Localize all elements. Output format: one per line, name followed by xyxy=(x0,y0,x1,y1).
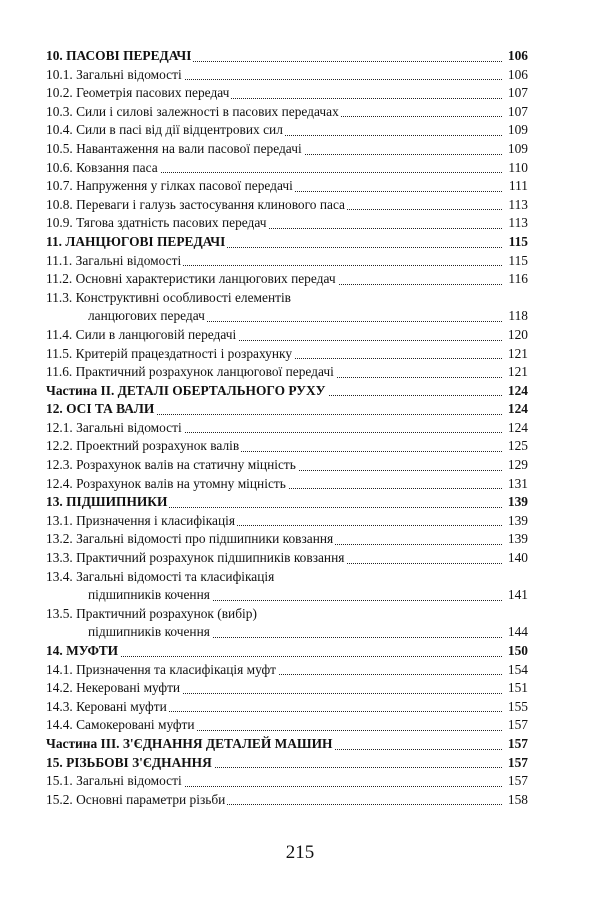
toc-entry-title: 13.5. Практичний розрахунок (вибір) xyxy=(46,605,259,624)
toc-page-number: 150 xyxy=(507,642,528,661)
toc-entry-row xyxy=(46,289,528,308)
toc-entry-title: 14. МУФТИ xyxy=(46,642,120,661)
toc-entry-title: 15.1. Загальні відомості xyxy=(46,772,184,791)
toc-page-number: 129 xyxy=(507,456,528,475)
toc-entry-title: 10.5. Навантаження на вали пасової передачі xyxy=(46,140,304,159)
toc-page-number: 151 xyxy=(507,679,528,698)
toc-entry-title: Частина ІІІ. З'ЄДНАННЯ ДЕТАЛЕЙ МАШИН xyxy=(46,735,334,754)
toc-entry-title: 14.4. Самокеровані муфти xyxy=(46,716,197,735)
toc-entry-row xyxy=(46,698,528,717)
toc-heading-row xyxy=(46,493,528,512)
toc-entry-row xyxy=(46,586,528,605)
toc-entry-row xyxy=(46,475,528,494)
toc-entry-row xyxy=(46,419,528,438)
toc-page-number: 158 xyxy=(507,791,528,810)
toc-entry-row xyxy=(46,103,528,122)
toc-entry-row xyxy=(46,661,528,680)
toc-entry-title: 10.4. Сили в пасі від дії відцентрових сил xyxy=(46,121,285,140)
toc-page-number: 115 xyxy=(507,252,528,271)
toc-page-number: 154 xyxy=(507,661,528,680)
toc-page-number: 157 xyxy=(507,735,528,754)
toc-heading-row xyxy=(46,233,528,252)
toc-entry-row xyxy=(46,214,528,233)
toc-page-number: 106 xyxy=(507,66,528,85)
toc-entry-row xyxy=(46,716,528,735)
toc-page-number: 157 xyxy=(507,754,528,773)
toc-entry-title: Частина ІІ. ДЕТАЛІ ОБЕРТАЛЬНОГО РУХУ xyxy=(46,382,328,401)
toc-entry-row xyxy=(46,679,528,698)
toc-entry-row xyxy=(46,140,528,159)
toc-entry-title: 11.3. Конструктивні особливості елементів xyxy=(46,289,293,308)
toc-page-number: 106 xyxy=(507,47,528,66)
toc-entry-title: 10.1. Загальні відомості xyxy=(46,66,184,85)
toc-page-number: 115 xyxy=(508,233,528,252)
toc-heading-row xyxy=(46,382,528,401)
toc-entry-title: 10.2. Геометрія пасових передач xyxy=(46,84,231,103)
toc-entry-title: 11.4. Сили в ланцюговій передачі xyxy=(46,326,238,345)
toc-entry-row xyxy=(46,159,528,178)
toc-page-number: 116 xyxy=(507,270,528,289)
toc-entry-title: 15.2. Основні параметри різьби xyxy=(46,791,227,810)
toc-page-number: 111 xyxy=(508,177,528,196)
toc-entry-row xyxy=(46,772,528,791)
toc-entry-title: підшипників кочення xyxy=(46,623,212,642)
toc-page-number: 124 xyxy=(507,400,528,419)
toc-entry-title: 12.3. Розрахунок валів на статичну міцність xyxy=(46,456,298,475)
toc-entry-title: 14.2. Некеровані муфти xyxy=(46,679,182,698)
toc-entry-title: 13.2. Загальні відомості про підшипники ковзання xyxy=(46,530,335,549)
toc-entry-title: 15. РІЗЬБОВІ З'ЄДНАННЯ xyxy=(46,754,214,773)
toc-entry-row xyxy=(46,623,528,642)
toc-entry-title: 11.6. Практичний розрахунок ланцюгової передачі xyxy=(46,363,336,382)
toc-page-number: 131 xyxy=(507,475,528,494)
toc-entry-row xyxy=(46,196,528,215)
toc-page-number: 110 xyxy=(507,159,528,178)
toc-page-number: 125 xyxy=(507,437,528,456)
toc-entry-title: 10.6. Ковзання паса xyxy=(46,159,160,178)
toc-entry-row xyxy=(46,512,528,531)
table-of-contents xyxy=(46,47,528,809)
toc-entry-title: 12.4. Розрахунок валів на утомну міцність xyxy=(46,475,288,494)
toc-page-number: 121 xyxy=(507,363,528,382)
toc-page-number: 155 xyxy=(507,698,528,717)
toc-page-number: 113 xyxy=(507,214,528,233)
toc-entry-row xyxy=(46,568,528,587)
toc-entry-title: 12. ОСІ ТА ВАЛИ xyxy=(46,400,156,419)
toc-entry-title: 12.2. Проектний розрахунок валів xyxy=(46,437,241,456)
toc-entry-title: 11.1. Загальні відомості xyxy=(46,252,183,271)
toc-entry-row xyxy=(46,307,528,326)
toc-entry-row xyxy=(46,345,528,364)
toc-entry-row xyxy=(46,121,528,140)
toc-entry-title: 13. ПІДШИПНИКИ xyxy=(46,493,169,512)
toc-page-number: 124 xyxy=(507,382,528,401)
toc-page-number: 109 xyxy=(507,140,528,159)
toc-page-number: 139 xyxy=(507,512,528,531)
page-number: 215 xyxy=(285,842,315,863)
toc-entry-title: 14.1. Призначення та класифікація муфт xyxy=(46,661,278,680)
toc-entry-title: 11.2. Основні характеристики ланцюгових передач xyxy=(46,270,338,289)
toc-entry-row xyxy=(46,549,528,568)
toc-entry-row xyxy=(46,252,528,271)
toc-entry-row xyxy=(46,66,528,85)
toc-entry-title: 10.3. Сили і силові залежності в пасових передачах xyxy=(46,103,341,122)
toc-heading-row xyxy=(46,754,528,773)
toc-entry-row xyxy=(46,270,528,289)
toc-page-number: 109 xyxy=(507,121,528,140)
toc-page-number: 118 xyxy=(507,307,528,326)
toc-entry-title: 14.3. Керовані муфти xyxy=(46,698,169,717)
toc-page-number: 113 xyxy=(507,196,528,215)
toc-heading-row xyxy=(46,735,528,754)
toc-page-number: 139 xyxy=(507,493,528,512)
toc-entry-title: 10.8. Переваги і галузь застосування клинового паса xyxy=(46,196,347,215)
toc-entry-title: 12.1. Загальні відомості xyxy=(46,419,184,438)
toc-page-number: 121 xyxy=(507,345,528,364)
toc-entry-row xyxy=(46,84,528,103)
toc-page-number: 120 xyxy=(507,326,528,345)
toc-entry-row xyxy=(46,177,528,196)
toc-entry-title: 13.3. Практичний розрахунок підшипників ковзання xyxy=(46,549,346,568)
toc-page-number: 141 xyxy=(507,586,528,605)
toc-entry-title: 13.4. Загальні відомості та класифікація xyxy=(46,568,276,587)
toc-entry-row xyxy=(46,530,528,549)
toc-page-number: 157 xyxy=(507,716,528,735)
toc-heading-row xyxy=(46,400,528,419)
toc-entry-row xyxy=(46,363,528,382)
toc-entry-title: 10. ПАСОВІ ПЕРЕДАЧІ xyxy=(46,47,193,66)
toc-entry-title: 11.5. Критерій працездатності і розрахунку xyxy=(46,345,294,364)
toc-entry-row xyxy=(46,605,528,624)
toc-entry-row xyxy=(46,437,528,456)
toc-page-number: 107 xyxy=(507,103,528,122)
toc-entry-title: 10.7. Напруження у гілках пасової передачі xyxy=(46,177,295,196)
toc-entry-title: 10.9. Тягова здатність пасових передач xyxy=(46,214,269,233)
toc-entry-title: 13.1. Призначення і класифікація xyxy=(46,512,237,531)
toc-entry-title: 11. ЛАНЦЮГОВІ ПЕРЕДАЧІ xyxy=(46,233,227,252)
toc-page-number: 139 xyxy=(507,530,528,549)
toc-page-number: 144 xyxy=(507,623,528,642)
toc-entry-title: підшипників кочення xyxy=(46,586,212,605)
toc-heading-row xyxy=(46,47,528,66)
toc-page-number: 124 xyxy=(507,419,528,438)
toc-page-number: 140 xyxy=(507,549,528,568)
toc-heading-row xyxy=(46,642,528,661)
toc-page-number: 107 xyxy=(507,84,528,103)
toc-entry-row xyxy=(46,456,528,475)
toc-entry-row xyxy=(46,791,528,810)
toc-entry-row xyxy=(46,326,528,345)
toc-entry-title: ланцюгових передач xyxy=(46,307,207,326)
toc-page-number: 157 xyxy=(507,772,528,791)
